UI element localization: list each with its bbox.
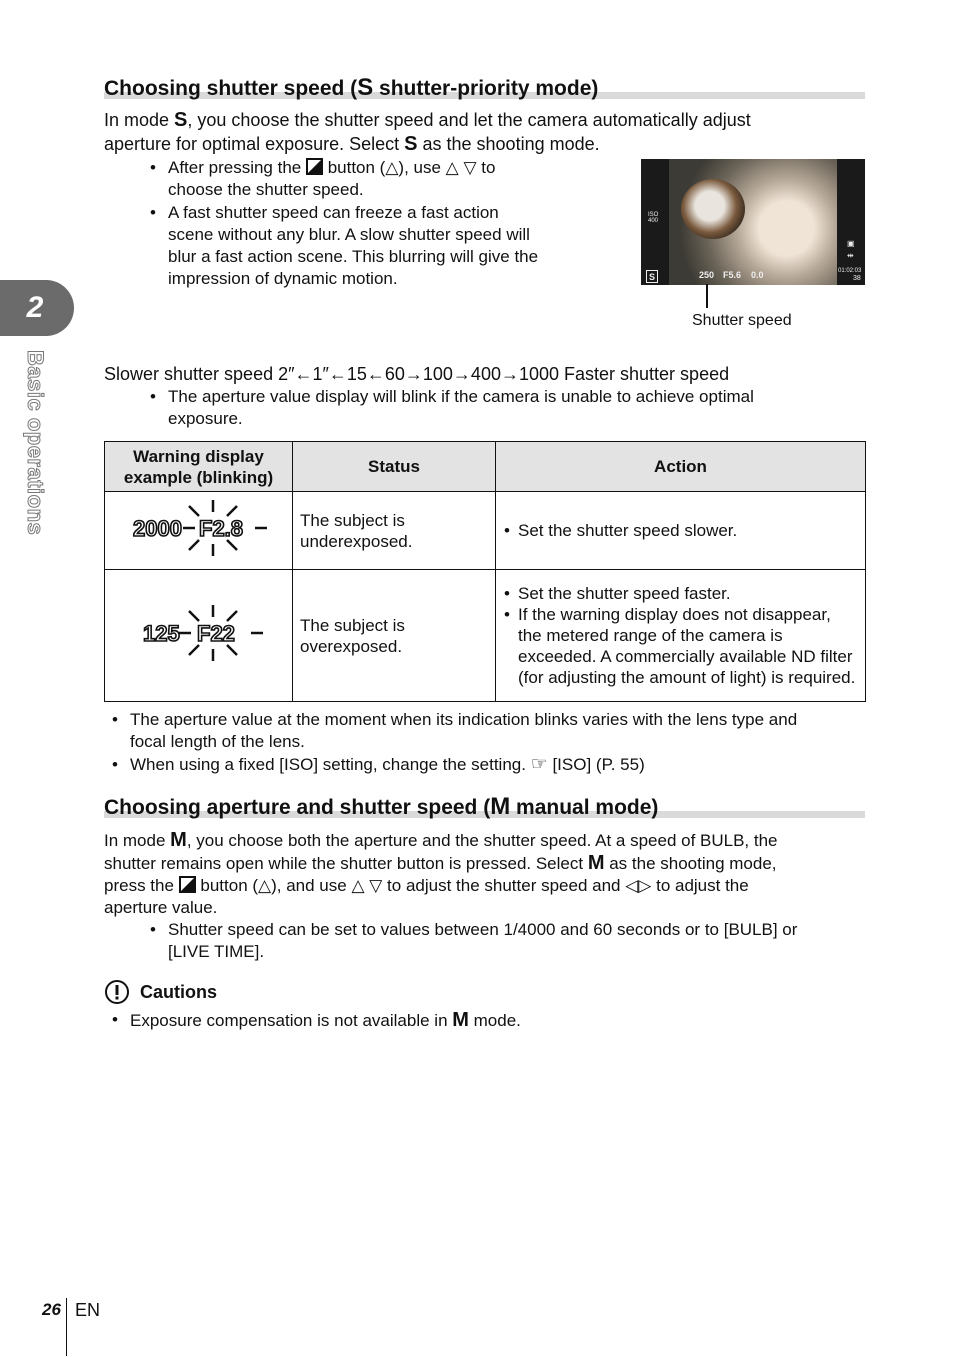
warning-table: [104, 441, 866, 702]
bullet-aperture-blink: • The aperture value display will blink if the camera is unable to achieve optimal exposure.: [150, 387, 754, 428]
chapter-title: Basic operations: [23, 350, 48, 536]
exposure-compensation-icon: [179, 876, 196, 893]
ev-readout: 0.0: [751, 270, 764, 280]
warn-aperture-text: F22: [196, 621, 235, 646]
header-action: Action: [496, 442, 866, 492]
dog-figure: [681, 179, 745, 239]
section-heading-shutter-priority: Choosing shutter speed (S shutter-priority mode): [104, 74, 599, 101]
warn-aperture-text: F2.8: [198, 516, 243, 541]
intro-line-1: In mode S, you choose the shutter speed and let the camera automatically adjust: [104, 109, 751, 131]
time-readout: 01:02:03: [838, 268, 862, 274]
action-cell: • Set the shutter speed faster. • If the warning display does not disappear, the metered range of the camera is exceeded. A commercially available ND filter (for adjusting the amount of light) is required.: [496, 570, 866, 702]
intro-line-2: aperture for optimal exposure. Select S as the shooting mode.: [104, 133, 600, 155]
left-arrow-icon: ◁: [625, 876, 639, 895]
up-arrow-icon: △: [385, 158, 399, 177]
exposure-compensation-icon: [306, 158, 323, 175]
status-cell: The subject is overexposed.: [293, 570, 496, 702]
warn-speed-text: 2000: [132, 516, 182, 541]
status-cell: The subject is underexposed.: [293, 492, 496, 570]
action-cell: • Set the shutter speed slower.: [496, 492, 866, 570]
cautions-title: Cautions: [140, 982, 218, 1002]
caution-item: • Exposure compensation is not available in M mode.: [112, 1009, 521, 1031]
blinking-warning-icon: [129, 601, 269, 665]
down-arrow-icon: ▽: [369, 876, 383, 895]
aperture-readout: F5.6: [723, 270, 742, 280]
stabilizer-icon: ⇹: [847, 251, 854, 260]
table-row: [105, 492, 866, 570]
shutter-readout: 250: [699, 270, 715, 280]
caution-icon: [104, 979, 130, 1005]
down-arrow-icon: ▽: [463, 158, 477, 177]
bullet-fast-shutter: • A fast shutter speed can freeze a fast action scene without any blur. A slow shutter speed will blur a fast action scene. This blurring will give the impression of dynamic motion.: [150, 203, 539, 288]
header-status: Status: [293, 442, 496, 492]
shutter-speed-scale: Slower shutter speed 2″←1″←15←60→100→400→1000 Faster shutter speed: [104, 364, 730, 384]
up-arrow-icon: △: [445, 158, 459, 177]
camera-caption: Shutter speed: [692, 312, 792, 329]
warn-speed-text: 125: [142, 621, 180, 646]
up-arrow-icon: △: [258, 876, 272, 895]
quality-icon: ▣: [847, 239, 855, 248]
warning-display-cell: [105, 570, 293, 702]
note-fixed-iso: • When using a fixed [ISO] setting, change the setting. ☞ [ISO] (P. 55): [112, 754, 645, 775]
header-warning-display: Warning display example (blinking): [105, 442, 293, 492]
caption-leader-line: [706, 284, 708, 308]
footer-divider: [66, 1298, 67, 1356]
manual-mode-paragraph: In mode M, you choose both the aperture and the shutter speed. At a speed of BULB, the shutter remains open while the shutter button is pressed. Select M as the shooting mode, press the button (△), and use △ ▽ to adjust the shutter speed and ◁▷ to adjust the aperture value.: [104, 829, 778, 917]
mode-s-badge: S: [646, 270, 658, 283]
shots-remaining: 38: [853, 275, 861, 282]
page-number: 26: [42, 1300, 61, 1319]
camera-monitor-image: ISO 400 S 250 F5.6 0.0 01:02:03 38 ▣ ⇹: [641, 159, 865, 285]
warning-display-cell: [105, 492, 293, 570]
chapter-number: 2: [26, 291, 44, 324]
pointing-hand-icon: ☞: [530, 754, 548, 775]
blinking-warning-icon: [129, 496, 269, 560]
up-arrow-icon: △: [351, 876, 365, 895]
table-row: [105, 570, 866, 702]
bullet-shutter-range: • Shutter speed can be set to values between 1/4000 and 60 seconds or to [BULB] or [LIVE TIME].: [150, 920, 798, 961]
note-aperture-varies: • The aperture value at the moment when its indication blinks varies with the lens type and focal length of the lens.: [112, 710, 798, 751]
bullet-press-button: • After pressing the button (△), use △ ▽ to choose the shutter speed.: [150, 158, 496, 199]
section-heading-manual-mode: Choosing aperture and shutter speed (M manual mode): [104, 793, 659, 820]
language-code: EN: [75, 1300, 101, 1320]
right-arrow-icon: ▷: [638, 876, 652, 895]
